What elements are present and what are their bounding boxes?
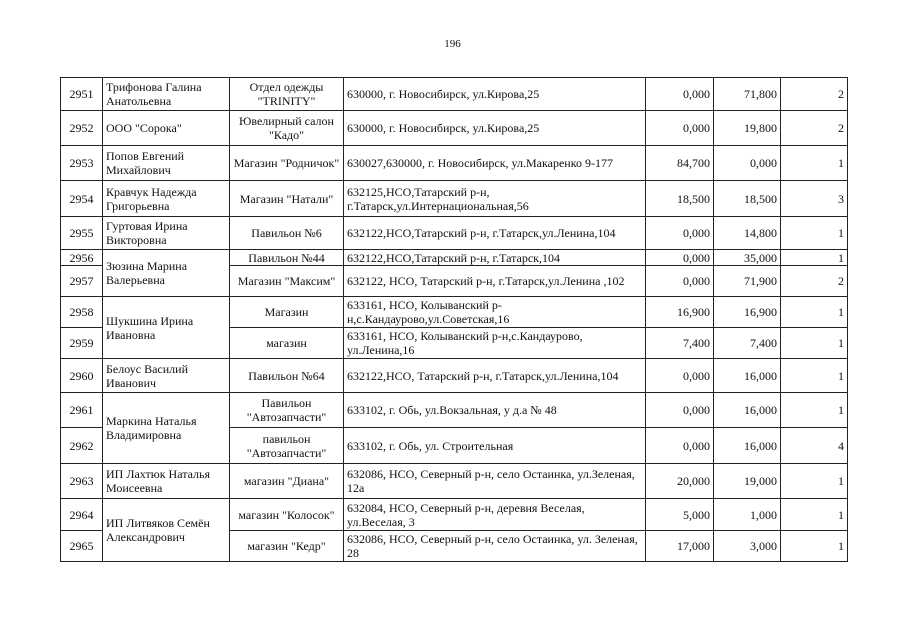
address: 632122,НСО,Татарский р-н, г.Татарск,104	[344, 250, 646, 266]
owner-name: ООО "Сорока"	[103, 111, 230, 146]
address: 632122, НСО, Татарский р-н, г.Татарск,ул.Ленина ,102	[344, 266, 646, 297]
value-2: 71,900	[714, 266, 781, 297]
registry-body	[61, 78, 848, 562]
count: 2	[781, 266, 848, 297]
row-number: 2960	[61, 359, 103, 393]
count: 1	[781, 146, 848, 181]
value-1: 18,500	[646, 181, 714, 217]
value-2: 19,000	[714, 464, 781, 499]
value-2: 19,800	[714, 111, 781, 146]
object-name: магазин	[230, 328, 344, 359]
row-number: 2952	[61, 111, 103, 146]
address: 630027,630000, г. Новосибирск, ул.Макаренко 9-177	[344, 146, 646, 181]
count: 2	[781, 111, 848, 146]
table-row	[61, 181, 848, 217]
value-2: 1,000	[714, 499, 781, 531]
object-name: Павильон №64	[230, 359, 344, 393]
table-row	[61, 217, 848, 250]
address: 630000, г. Новосибирск, ул.Кирова,25	[344, 111, 646, 146]
owner-name: Шукшина Ирина Ивановна	[103, 297, 230, 359]
value-1: 0,000	[646, 78, 714, 111]
value-2: 7,400	[714, 328, 781, 359]
object-name: Магазин	[230, 297, 344, 328]
count: 2	[781, 78, 848, 111]
row-number: 2963	[61, 464, 103, 499]
address: 633102, г. Обь, ул. Строительная	[344, 428, 646, 464]
owner-name: Попов Евгений Михайлович	[103, 146, 230, 181]
value-1: 0,000	[646, 359, 714, 393]
object-name: Павильон №44	[230, 250, 344, 266]
value-2: 3,000	[714, 531, 781, 562]
object-name: Отдел одежды "TRINITY"	[230, 78, 344, 111]
row-number: 2965	[61, 531, 103, 562]
count: 1	[781, 250, 848, 266]
owner-name: Гуртовая Ирина Викторовна	[103, 217, 230, 250]
page-number: 196	[444, 38, 461, 50]
object-name: Павильон "Автозапчасти"	[230, 393, 344, 428]
count: 1	[781, 328, 848, 359]
row-number: 2951	[61, 78, 103, 111]
object-name: магазин "Диана"	[230, 464, 344, 499]
count: 1	[781, 297, 848, 328]
value-1: 7,400	[646, 328, 714, 359]
value-2: 0,000	[714, 146, 781, 181]
table-row	[61, 393, 848, 428]
table-row	[61, 499, 848, 531]
value-2: 16,000	[714, 393, 781, 428]
row-number: 2953	[61, 146, 103, 181]
owner-name: ИП Литвяков Семён Александрович	[103, 499, 230, 562]
owner-name: Маркина Наталья Владимировна	[103, 393, 230, 464]
owner-name: ИП Лахтюк Наталья Моисеевна	[103, 464, 230, 499]
value-2: 18,500	[714, 181, 781, 217]
table-row	[61, 359, 848, 393]
owner-name: Кравчук Надежда Григорьевна	[103, 181, 230, 217]
object-name: Магазин "Максим"	[230, 266, 344, 297]
object-name: магазин "Колосок"	[230, 499, 344, 531]
count: 1	[781, 393, 848, 428]
count: 1	[781, 217, 848, 250]
address: 632122,НСО, Татарский р-н, г.Татарск,ул.Ленина,104	[344, 359, 646, 393]
row-number: 2964	[61, 499, 103, 531]
row-number: 2962	[61, 428, 103, 464]
count: 1	[781, 531, 848, 562]
table-row	[61, 78, 848, 111]
table-row	[61, 464, 848, 499]
value-1: 84,700	[646, 146, 714, 181]
value-2: 14,800	[714, 217, 781, 250]
table-row	[61, 146, 848, 181]
row-number: 2958	[61, 297, 103, 328]
row-number: 2954	[61, 181, 103, 217]
value-1: 0,000	[646, 393, 714, 428]
address: 633161, НСО, Колыванский р-н,с.Кандаурово, ул.Ленина,16	[344, 328, 646, 359]
address: 632086, НСО, Северный р-н, село Остаинка, ул. Зеленая, 28	[344, 531, 646, 562]
value-1: 16,900	[646, 297, 714, 328]
owner-name: Трифонова Галина Анатольевна	[103, 78, 230, 111]
value-1: 20,000	[646, 464, 714, 499]
table-row	[61, 111, 848, 146]
object-name: павильон "Автозапчасти"	[230, 428, 344, 464]
table-row	[61, 250, 848, 266]
object-name: Магазин "Натали"	[230, 181, 344, 217]
object-name: Ювелирный салон "Кадо"	[230, 111, 344, 146]
row-number: 2961	[61, 393, 103, 428]
count: 4	[781, 428, 848, 464]
count: 1	[781, 464, 848, 499]
address: 632086, НСО, Северный р-н, село Остаинка, ул.Зеленая, 12а	[344, 464, 646, 499]
owner-name: Зюзина Марина Валерьевна	[103, 250, 230, 297]
address: 633161, НСО, Колыванский р-н,с.Кандаурово,ул.Советская,16	[344, 297, 646, 328]
row-number: 2957	[61, 266, 103, 297]
value-1: 0,000	[646, 111, 714, 146]
count: 1	[781, 359, 848, 393]
value-1: 0,000	[646, 250, 714, 266]
value-2: 16,000	[714, 359, 781, 393]
address: 633102, г. Обь, ул.Вокзальная, у д.а № 48	[344, 393, 646, 428]
value-1: 0,000	[646, 428, 714, 464]
address: 632122,НСО,Татарский р-н, г.Татарск,ул.Ленина,104	[344, 217, 646, 250]
value-2: 16,000	[714, 428, 781, 464]
value-1: 5,000	[646, 499, 714, 531]
count: 1	[781, 499, 848, 531]
address: 632125,НСО,Татарский р-н, г.Татарск,ул.Интернациональная,56	[344, 181, 646, 217]
table-row	[61, 297, 848, 328]
object-name: Магазин "Родничок"	[230, 146, 344, 181]
value-2: 16,900	[714, 297, 781, 328]
row-number: 2955	[61, 217, 103, 250]
count: 3	[781, 181, 848, 217]
owner-name: Белоус Василий Иванович	[103, 359, 230, 393]
value-2: 35,000	[714, 250, 781, 266]
value-1: 0,000	[646, 266, 714, 297]
address: 632084, НСО, Северный р-н, деревня Веселая, ул.Веселая, 3	[344, 499, 646, 531]
row-number: 2959	[61, 328, 103, 359]
value-1: 0,000	[646, 217, 714, 250]
address: 630000, г. Новосибирск, ул.Кирова,25	[344, 78, 646, 111]
value-2: 71,800	[714, 78, 781, 111]
object-name: магазин "Кедр"	[230, 531, 344, 562]
value-1: 17,000	[646, 531, 714, 562]
registry-table	[60, 77, 848, 562]
object-name: Павильон №6	[230, 217, 344, 250]
row-number: 2956	[61, 250, 103, 266]
